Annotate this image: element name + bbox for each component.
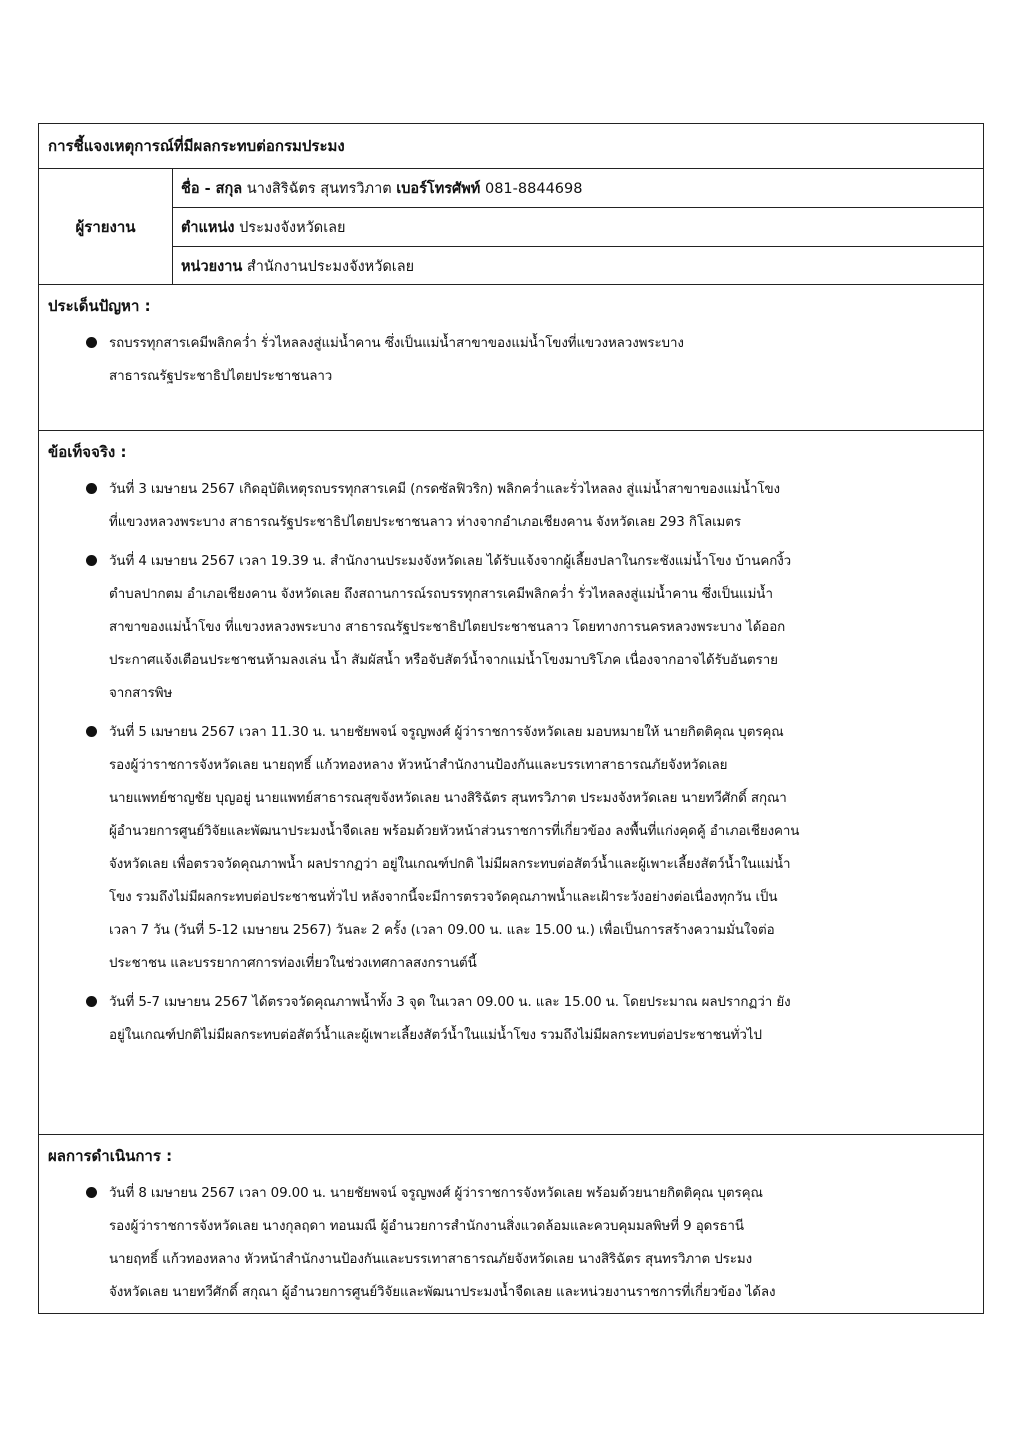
results-section <box>39 1135 983 1313</box>
bullet-icon <box>86 337 97 348</box>
issue-title: ประเด็นปัญหา : <box>48 297 151 315</box>
text-line: ประกาศแจ้งเตือนประชาชนห้ามลงเล่น น้ำ สัมผัสน้ำ หรือจับสัตว์น้ำจากแม่น้ำโขงมาบริโภค เนื่องจากอาจได้รับอันตราย <box>109 653 778 668</box>
reporter-fields <box>173 169 983 284</box>
reporter-position-row <box>173 207 983 245</box>
name-value: นางสิริฉัตร สุนทรวิภาต <box>246 181 392 197</box>
results-title: ผลการดำเนินการ : <box>48 1147 173 1165</box>
text-line: จังหวัดเลย เพื่อตรวจวัดคุณภาพน้ำ ผลปรากฏว่า อยู่ในเกณฑ์ปกติ ไม่มีผลกระทบต่อสัตว์น้ำและผู้เพาะเลี้ยงสัตว์น้ำในแม่น้ำ <box>109 857 791 872</box>
text-line: เวลา 7 วัน (วันที่ 5-12 เมษายน 2567) วันละ 2 ครั้ง (เวลา 09.00 น. และ 15.00 น.) เพื่อเป็นการสร้างความมั่นใจต่อ <box>109 923 775 938</box>
issue-section <box>39 285 983 431</box>
reporter-name-row <box>173 169 983 207</box>
text-line: อยู่ในเกณฑ์ปกติไม่มีผลกระทบต่อสัตว์น้ำและผู้เพาะเลี้ยงสัตว์น้ำในแม่น้ำโขง รวมถึงไม่มีผลกระทบต่อประชาชนทั่วไป <box>109 1028 762 1043</box>
list-item <box>48 986 983 1052</box>
text-line: จากสารพิษ <box>109 686 173 701</box>
text-line: โขง รวมถึงไม่มีผลกระทบต่อประชาชนทั่วไป หลังจากนี้จะมีการตรวจวัดคุณภาพน้ำและเฝ้าระวังอย่างต่อเนื่องทุกวัน เป็น <box>109 890 778 905</box>
text-line: ประชาชน และบรรยากาศการท่องเที่ยวในช่วงเทศกาลสงกรานต์นี้ <box>109 956 477 971</box>
list-item <box>48 473 983 539</box>
list-item <box>48 1177 983 1309</box>
facts-list <box>48 473 983 1052</box>
text-line: วันที่ 4 เมษายน 2567 เวลา 19.39 น. สำนักงานประมงจังหวัดเลย ได้รับแจ้งจากผู้เลี้ยงปลาในกระชังแม่น้ำโขง บ้านคกงิ้ว <box>109 554 792 569</box>
text-line: วันที่ 3 เมษายน 2567 เกิดอุบัติเหตุรถบรรทุกสารเคมี (กรดซัลฟิวริก) พลิกคว่ำและรั่วไหลลง สู่แม่น้ำสาขาของแม่น้ำโขง <box>109 482 780 497</box>
unit-value: สำนักงานประมงจังหวัดเลย <box>246 258 415 275</box>
list-item <box>48 716 983 980</box>
reporter-section <box>39 169 983 285</box>
position-value: ประมงจังหวัดเลย <box>239 220 346 237</box>
text-line: ผู้อำนวยการศูนย์วิจัยและพัฒนาประมงน้ำจืดเลย พร้อมด้วยหัวหน้าส่วนราชการที่เกี่ยวข้อง ลงพื้นที่แก่งคุดคู้ อำเภอเชียงคาน <box>109 824 800 839</box>
text-line: ที่แขวงหลวงพระบาง สาธารณรัฐประชาธิปไตยประชาชนลาว ห่างจากอำเภอเชียงคาน จังหวัดเลย 293 กิโลเมตร <box>109 515 741 530</box>
facts-title: ข้อเท็จจริง : <box>48 443 127 461</box>
text-line: วันที่ 8 เมษายน 2567 เวลา 09.00 น. นายชัยพจน์ จรูญพงศ์ ผู้ว่าราชการจังหวัดเลย พร้อมด้วยนายกิตติคุณ บุตรคุณ <box>109 1186 763 1201</box>
unit-label: หน่วยงาน <box>181 258 243 275</box>
text-line: ตำบลปากตม อำเภอเชียงคาน จังหวัดเลย ถึงสถานการณ์รถบรรทุกสารเคมีพลิกคว่ำ รั่วไหลลงสู่แม่น้ำคาน ซึ่งเป็นแม่น้ำ <box>109 587 773 602</box>
bullet-icon <box>86 1187 97 1198</box>
name-label: ชื่อ - สกุล <box>181 181 243 197</box>
text-line: รองผู้ว่าราชการจังหวัดเลย นางกุลฤดา ทอนมณี ผู้อำนวยการสำนักงานสิ่งแวดล้อมและควบคุมมลพิษที่ 9 อุดรธานี <box>109 1219 744 1234</box>
phone-label: เบอร์โทรศัพท์ <box>396 181 481 197</box>
text-line: สาธารณรัฐประชาธิปไตยประชาชนลาว <box>109 369 333 384</box>
text-line: วันที่ 5-7 เมษายน 2567 ได้ตรวจวัดคุณภาพน้ำทั้ง 3 จุด ในเวลา 09.00 น. และ 15.00 น. โดยประมาณ ผลปรากฏว่า ยัง <box>109 995 791 1010</box>
reporter-label: ผู้รายงาน <box>39 169 173 284</box>
results-list <box>48 1177 983 1309</box>
bullet-icon <box>86 996 97 1007</box>
text-line: รถบรรทุกสารเคมีพลิกคว่ำ รั่วไหลลงสู่แม่น้ำคาน ซึ่งเป็นแม่น้ำสาขาของแม่น้ำโขงที่แขวงหลวงพระบาง <box>109 336 684 351</box>
incident-report-form <box>38 123 984 1314</box>
bullet-icon <box>86 726 97 737</box>
phone-value: 081-8844698 <box>484 181 583 197</box>
text-line: จังหวัดเลย นายทวีศักดิ์ สกุณา ผู้อำนวยการศูนย์วิจัยและพัฒนาประมงน้ำจืดเลย และหน่วยงานราชการที่เกี่ยวข้อง ได้ลง <box>109 1285 776 1300</box>
report-title: การชี้แจงเหตุการณ์ที่มีผลกระทบต่อกรมประมง <box>39 124 983 169</box>
text-line: นายแพทย์ชาญชัย บุญอยู่ นายแพทย์สาธารณสุขจังหวัดเลย นางสิริฉัตร สุนทรวิภาต ประมงจังหวัดเลย นายทวีศักดิ์ สกุณา <box>109 791 787 806</box>
position-label: ตำแหน่ง <box>181 220 235 237</box>
text-line: วันที่ 5 เมษายน 2567 เวลา 11.30 น. นายชัยพจน์ จรูญพงศ์ ผู้ว่าราชการจังหวัดเลย มอบหมายให้ นายกิตติคุณ บุตรคุณ <box>109 725 784 740</box>
facts-section <box>39 431 983 1135</box>
bullet-icon <box>86 555 97 566</box>
reporter-unit-row <box>173 246 983 284</box>
list-item <box>48 545 983 710</box>
bullet-icon <box>86 483 97 494</box>
issue-list <box>48 327 983 393</box>
text-line: รองผู้ว่าราชการจังหวัดเลย นายฤทธิ์ แก้วทองหลาง หัวหน้าสำนักงานป้องกันและบรรเทาสาธารณภัยจังหวัดเลย <box>109 758 728 773</box>
text-line: นายฤทธิ์ แก้วทองหลาง หัวหน้าสำนักงานป้องกันและบรรเทาสาธารณภัยจังหวัดเลย นางสิริฉัตร สุนทรวิภาต ประมง <box>109 1252 753 1267</box>
list-item <box>48 327 983 393</box>
text-line: สาขาของแม่น้ำโขง ที่แขวงหลวงพระบาง สาธารณรัฐประชาธิปไตยประชาชนลาว โดยทางการนครหลวงพระบาง ได้ออก <box>109 620 786 635</box>
